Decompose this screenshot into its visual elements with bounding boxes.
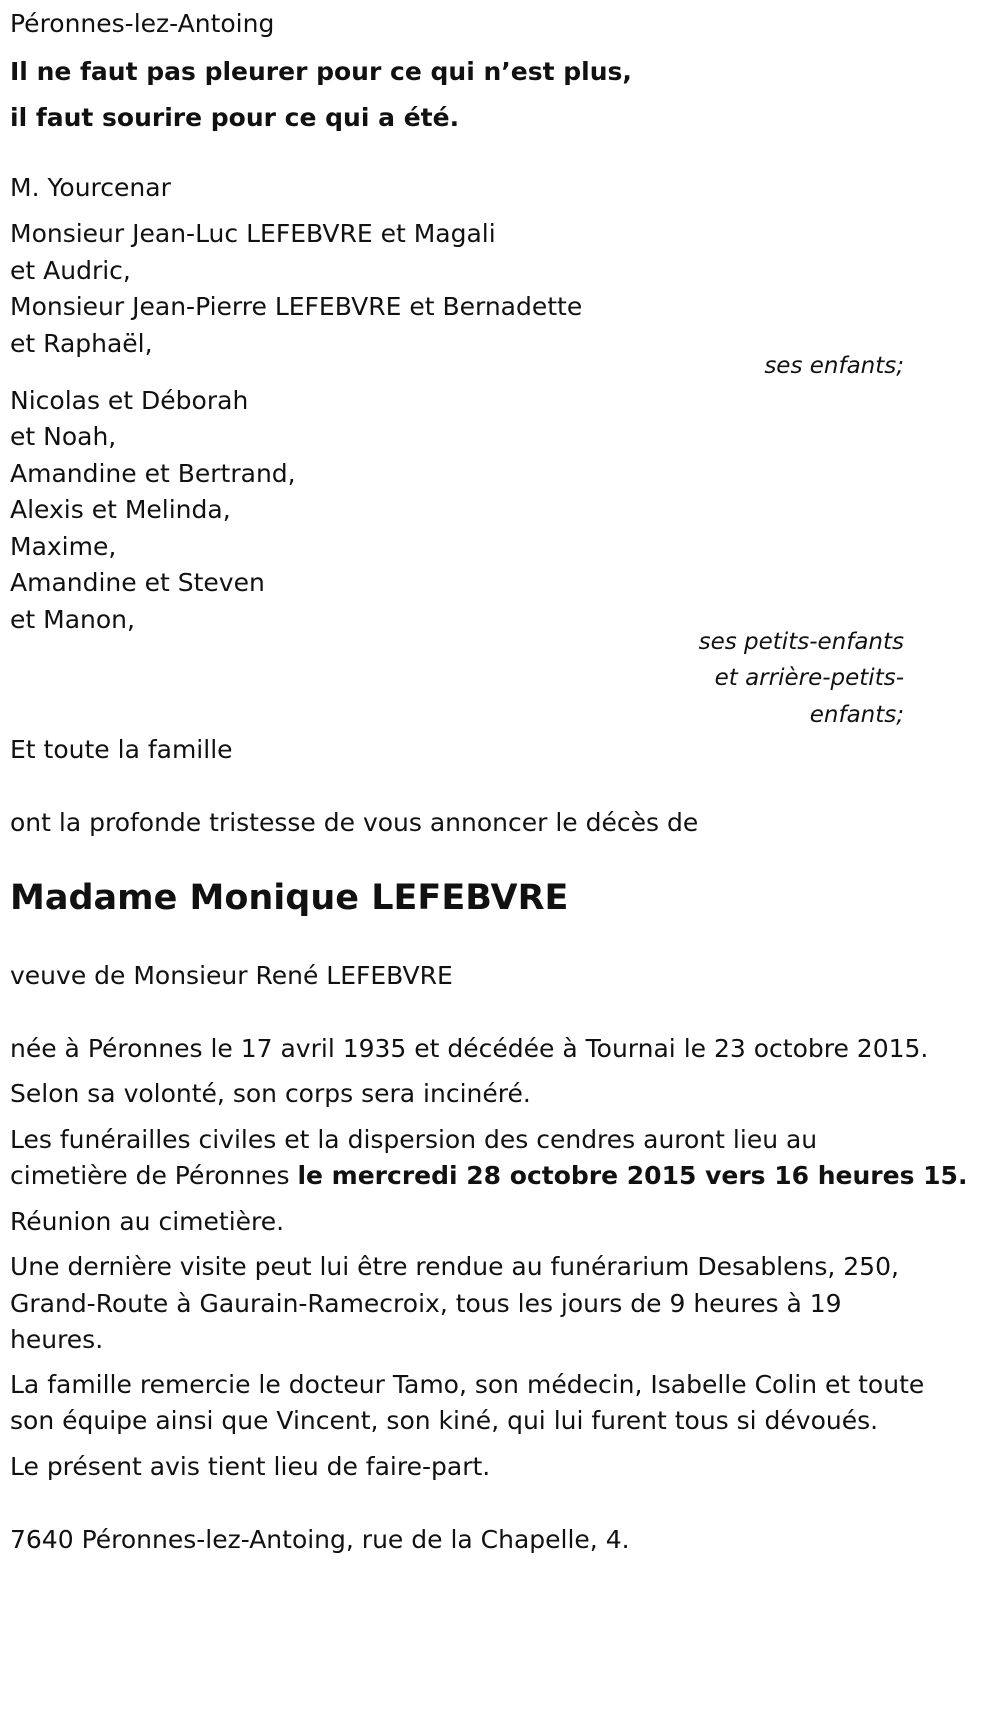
grandchildren-role-line: et arrière-petits- (714, 665, 904, 691)
grandchildren-line: Alexis et Melinda, (10, 495, 231, 524)
grandchildren-line: Amandine et Bertrand, (10, 459, 296, 488)
children-line: Monsieur Jean-Pierre LEFEBVRE et Bernadette (10, 292, 583, 321)
children-line: et Raphaël, (10, 329, 153, 358)
grandchildren-role-line: enfants; (809, 702, 904, 728)
grandchildren-role-line: ses petits-enfants (698, 629, 904, 655)
quote-author: M. Yourcenar (10, 173, 171, 202)
funeral-date: le mercredi 28 octobre 2015 vers 16 heures 15. (297, 1161, 968, 1190)
funeral-place: cimetière de Péronnes (10, 1161, 298, 1190)
grandchildren-line: et Manon, (10, 605, 135, 634)
meeting: Réunion au cimetière. (10, 1207, 285, 1236)
thanks-line: son équipe ainsi que Vincent, son kiné, qui lui furent tous si dévoués. (10, 1406, 879, 1435)
announcement: ont la profonde tristesse de vous annoncer le décès de (10, 808, 699, 837)
visit-line: Une dernière visite peut lui être rendue au funérarium Desablens, 250, (10, 1252, 899, 1281)
children-line: Monsieur Jean-Luc LEFEBVRE et Magali (10, 219, 496, 248)
birth-death: née à Péronnes le 17 avril 1935 et décédée à Tournai le 23 octobre 2015. (10, 1034, 929, 1063)
grandchildren-line: Amandine et Steven (10, 568, 265, 597)
quote-line-1: Il ne faut pas pleurer pour ce qui n’est plus, (10, 57, 632, 86)
visit-line: heures. (10, 1325, 104, 1354)
children-line: et Audric, (10, 256, 131, 285)
grandchildren-line: et Noah, (10, 422, 117, 451)
deceased-name: Madame Monique LEFEBVRE (10, 878, 569, 918)
grandchildren-line: Nicolas et Déborah (10, 386, 249, 415)
visit-line: Grand-Route à Gaurain-Ramecroix, tous les jours de 9 heures à 19 (10, 1289, 842, 1318)
grandchildren-line: Maxime, (10, 532, 117, 561)
place-heading: Péronnes-lez-Antoing (10, 9, 275, 38)
cremation: Selon sa volonté, son corps sera incinéré. (10, 1079, 531, 1108)
widow-of: veuve de Monsieur René LEFEBVRE (10, 961, 453, 990)
notice-line: Le présent avis tient lieu de faire-part. (10, 1452, 491, 1481)
quote-line-2: il faut sourire pour ce qui a été. (10, 103, 460, 132)
funeral-line-2 (10, 1160, 967, 1192)
family-line: Et toute la famille (10, 735, 233, 764)
address: 7640 Péronnes-lez-Antoing, rue de la Chapelle, 4. (10, 1525, 630, 1554)
funeral-line-1: Les funérailles civiles et la dispersion des cendres auront lieu au (10, 1125, 818, 1154)
thanks-line: La famille remercie le docteur Tamo, son médecin, Isabelle Colin et toute (10, 1370, 925, 1399)
children-role: ses enfants; (764, 353, 904, 379)
